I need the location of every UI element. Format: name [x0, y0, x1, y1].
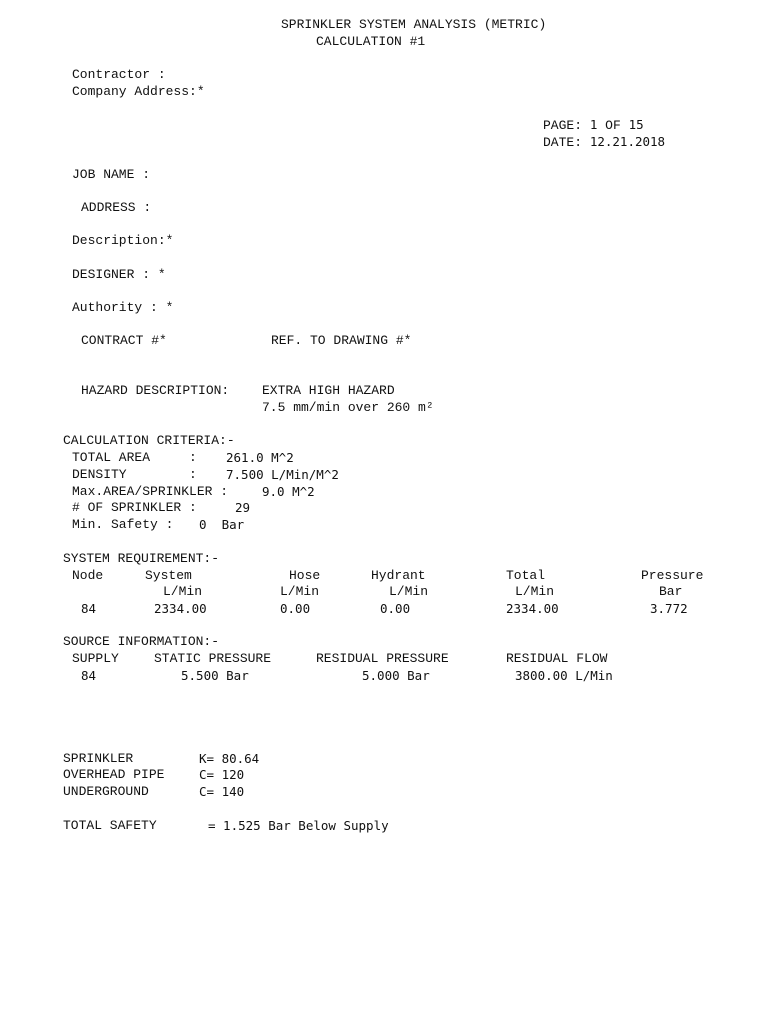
sprinkler-k-value: K= 80.64	[199, 751, 260, 766]
column-header-supply: SUPPLY	[72, 651, 119, 666]
total-safety-value: = 1.525 Bar Below Supply	[208, 818, 389, 833]
column-unit-hose: L/Min	[280, 584, 320, 599]
column-header-hydrant: Hydrant	[371, 568, 426, 583]
cell-node: 84	[81, 601, 97, 616]
column-unit-hydrant: L/Min	[389, 584, 429, 599]
of-label: OF	[605, 118, 621, 133]
designer-label: DESIGNER : *	[72, 267, 166, 282]
underground-c-value: C= 140	[199, 784, 245, 799]
num-sprinkler-label: # OF SPRINKLER :	[72, 500, 197, 515]
cell-residual-flow: 3800.00 L/Min	[515, 668, 613, 683]
cell-supply-node: 84	[81, 668, 97, 683]
density-label: DENSITY :	[72, 467, 197, 482]
min-safety-label: Min. Safety :	[72, 517, 174, 532]
overhead-pipe-label: OVERHEAD PIPE	[63, 767, 165, 782]
hazard-label: HAZARD DESCRIPTION:	[81, 383, 230, 398]
company-address-label: Company Address:*	[72, 84, 205, 99]
sprinkler-label: SPRINKLER	[63, 751, 134, 766]
cell-total-flow: 2334.00	[506, 601, 559, 616]
min-safety-value: 0 Bar	[199, 517, 245, 532]
total-safety-label: TOTAL SAFETY	[63, 818, 157, 833]
cell-hose-flow: 0.00	[280, 601, 311, 616]
contract-label: CONTRACT #*	[81, 333, 167, 348]
max-area-label: Max.AREA/SPRINKLER :	[72, 484, 229, 499]
hazard-value: EXTRA HIGH HAZARD	[262, 383, 395, 398]
column-unit-system: L/Min	[163, 584, 203, 599]
authority-label: Authority : *	[72, 300, 174, 315]
column-header-residual-pressure: RESIDUAL PRESSURE	[316, 651, 449, 666]
density-value: 7.500 L/Min/M^2	[226, 467, 339, 482]
total-area-label: TOTAL AREA :	[72, 450, 197, 465]
column-header-total: Total	[506, 568, 546, 583]
date-label: DATE:	[543, 135, 583, 150]
system-requirement-heading: SYSTEM REQUIREMENT:-	[63, 551, 220, 566]
contractor-label: Contractor :	[72, 67, 166, 82]
num-sprinkler-value: 29	[235, 500, 251, 515]
column-header-node: Node	[72, 568, 104, 583]
cell-residual-pressure: 5.000 Bar	[362, 668, 430, 683]
column-header-system: System	[145, 568, 192, 583]
total-pages: 15	[628, 117, 644, 132]
max-area-value: 9.0 M^2	[262, 484, 315, 499]
column-header-residual-flow: RESIDUAL FLOW	[506, 651, 608, 666]
cell-static-pressure: 5.500 Bar	[181, 668, 249, 683]
hazard-detail: 7.5 mm/min over 260 m²	[262, 400, 434, 415]
date-value: 12.21.2018	[589, 134, 666, 149]
overhead-pipe-c-value: C= 120	[199, 767, 245, 782]
column-header-hose: Hose	[289, 568, 321, 583]
calculation-number: CALCULATION #1	[316, 34, 426, 49]
page-label: PAGE:	[543, 118, 583, 133]
description-label: Description:*	[72, 233, 174, 248]
address-label: ADDRESS :	[81, 200, 152, 215]
document-title: SPRINKLER SYSTEM ANALYSIS (METRIC)	[281, 17, 547, 32]
cell-system-flow: 2334.00	[154, 601, 207, 616]
column-unit-total: L/Min	[515, 584, 555, 599]
job-name-label: JOB NAME :	[72, 167, 151, 182]
cell-pressure: 3.772	[650, 601, 688, 616]
column-unit-pressure: Bar	[659, 584, 683, 599]
page-number: 1	[589, 117, 598, 132]
criteria-heading: CALCULATION CRITERIA:-	[63, 433, 235, 448]
date-line	[543, 134, 665, 151]
total-area-value: 261.0 M^2	[226, 450, 294, 465]
page-counter	[543, 117, 644, 134]
ref-drawing-label: REF. TO DRAWING #*	[271, 333, 412, 348]
cell-hydrant-flow: 0.00	[380, 601, 411, 616]
column-header-static-pressure: STATIC PRESSURE	[154, 651, 272, 666]
column-header-pressure: Pressure	[641, 568, 704, 583]
source-information-heading: SOURCE INFORMATION:-	[63, 634, 220, 649]
underground-label: UNDERGROUND	[63, 784, 149, 799]
